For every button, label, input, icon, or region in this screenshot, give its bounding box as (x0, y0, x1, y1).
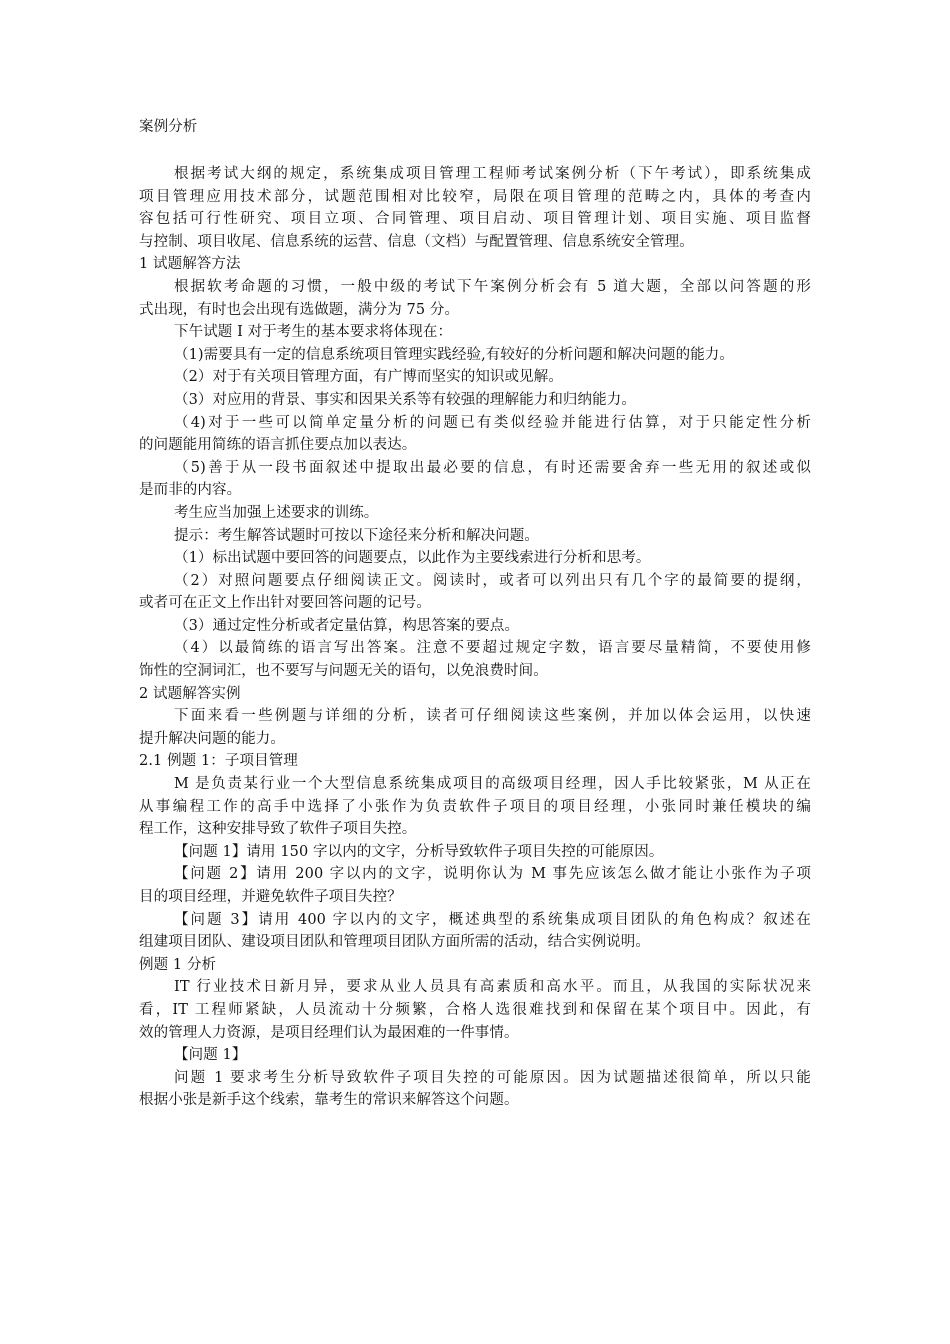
paragraph-line: 目的项目经理，并避免软件子项目失控？ (139, 889, 402, 905)
analysis-question-1-paragraph (139, 1067, 811, 1112)
section2-paragraph-1 (139, 705, 811, 750)
requirement-4 (139, 412, 811, 457)
question-1: 【问题 1】请用 150 字以内的文字，分析导致软件子项目失控的可能原因。 (174, 843, 664, 860)
paragraph-line: 根据软考命题的习惯，一般中级的考试下午案例分析会有 5 道大题，全部以问答题的形 (174, 278, 811, 295)
tip-1: （1）标出试题中要回答的问题要点，以此作为主要线索进行分析和思考。 (174, 550, 651, 567)
example1-scenario (139, 773, 811, 841)
paragraph-line: （4）以最简练的语言写出答案。注意不要超过规定字数，语言要尽量精简，不要使用修 (174, 640, 811, 657)
paragraph-line: 看，IT 工程师紧缺，人员流动十分频繁，合格人选很难找到和保留在某个项目中。因此，有 (139, 1001, 811, 1018)
requirement-1: （1)需要具有一定的信息系统项目管理实践经验,有较好的分析问题和解决问题的能力。 (174, 346, 734, 363)
paragraph-line: IT 行业技术日新月异，要求从业人员具有高素质和高水平。而且，从我国的实际状况来 (174, 979, 811, 996)
paragraph-line: 式出现，有时也会出现有选做题，满分为 75 分。 (139, 301, 460, 318)
section-heading-2: 2 试题解答实例 (139, 685, 241, 702)
example1-analysis-heading: 例题 1 分析 (139, 956, 217, 973)
paragraph-line: 提升解决问题的能力。 (139, 730, 285, 747)
paragraph-line: （4)对于一些可以简单定量分析的问题已有类似经验并能进行估算，对于只能定性分析 (174, 414, 811, 431)
paragraph-line: 是而非的内容。 (139, 482, 242, 499)
section1-paragraph-1 (139, 276, 811, 321)
tip-2 (139, 570, 811, 615)
paragraph-line: （5)善于从一段书面叙述中提取出最必要的信息，有时还需要舍弃一些无用的叙述或似 (174, 459, 811, 476)
paragraph-line: 程工作，这种安排导致了软件子项目失控。 (139, 821, 417, 838)
paragraph-line: 或者可在正文上作出针对要回答问题的记号。 (139, 595, 431, 612)
paragraph-line: 问题 1 要求考生分析导致软件子项目失控的可能原因。因为试题描述很简单，所以只能 (174, 1069, 811, 1086)
paragraph-line: 根据小张是新手这个线索，靠考生的常识来解答这个问题。 (139, 1092, 519, 1109)
document-title: 案例分析 (139, 119, 198, 135)
example1-analysis-paragraph (139, 976, 811, 1044)
paragraph-line: 【问题 3】请用 400 字以内的文字，概述典型的系统集成项目团队的角色构成？叙述在 (174, 911, 811, 928)
paragraph-line: 组建项目团队、建设项目团队和管理项目团队方面所需的活动，结合实例说明。 (139, 934, 650, 951)
paragraph-line: （2）对照问题要点仔细阅读正文。阅读时，或者可以列出只有几个字的最简要的提纲， (174, 572, 811, 589)
tip-3: （3）通过定性分析或者定量估算，构思答案的要点。 (174, 617, 520, 634)
intro-line: 项目管理应用技术部分，试题范围相对比较窄，局限在项目管理的范畴之内，具体的考查内 (139, 188, 811, 205)
paragraph-line: 下面来看一些例题与详细的分析，读者可仔细阅读这些案例，并加以体会运用，以快速 (174, 708, 811, 725)
question-2 (139, 863, 811, 908)
document-page (139, 116, 811, 1112)
paragraph-line: 的问题能用简练的语言抓住要点加以表达。 (139, 437, 417, 454)
paragraph-line: 【问题 2】请用 200 字以内的文字，说明你认为 M 事先应该怎么做才能让小张作为子项 (174, 866, 811, 883)
intro-paragraph (139, 163, 811, 253)
tip-4 (139, 637, 811, 682)
section1-paragraph-2: 下午试题 I 对于考生的基本要求将体现在： (174, 324, 453, 341)
intro-line: 容包括可行性研究、项目立项、合同管理、项目启动、项目管理计划、项目实施、项目监督 (139, 211, 811, 228)
intro-line: 根据考试大纲的规定，系统集成项目管理工程师考试案例分析（下午考试），即系统集成 (174, 166, 811, 182)
paragraph-line: 效的管理人力资源，是项目经理们认为最困难的一件事情。 (139, 1024, 519, 1041)
paragraph-line: 饰性的空洞词汇，也不要写与问题无关的语句，以免浪费时间。 (139, 663, 548, 680)
intro-line: 与控制、项目收尾、信息系统的运营、信息（文档）与配置管理、信息系统安全管理。 (139, 233, 694, 250)
question-3 (139, 909, 811, 954)
section1-paragraph-4: 提示：考生解答试题时可按以下途径来分析和解决问题。 (174, 527, 539, 544)
requirement-3: （3）对应用的背景、事实和因果关系等有较强的理解能力和归纳能力。 (174, 391, 636, 408)
paragraph-line: M 是负责某行业一个大型信息系统集成项目的高级项目经理，因人手比较紧张，M 从正在 (174, 776, 811, 793)
section-heading-1: 1 试题解答方法 (139, 256, 241, 273)
paragraph-line: 从事编程工作的高手中选择了小张作为负责软件子项目的项目经理，小张同时兼任模块的编 (139, 798, 811, 815)
requirement-5 (139, 457, 811, 502)
subsection-heading-2-1: 2.1 例题 1：子项目管理 (139, 753, 298, 770)
section1-paragraph-3: 考生应当加强上述要求的训练。 (174, 504, 379, 521)
analysis-question-1-label: 【问题 1】 (174, 1047, 247, 1064)
requirement-2: （2）对于有关项目管理方面，有广博而坚实的知识或见解。 (174, 369, 563, 386)
